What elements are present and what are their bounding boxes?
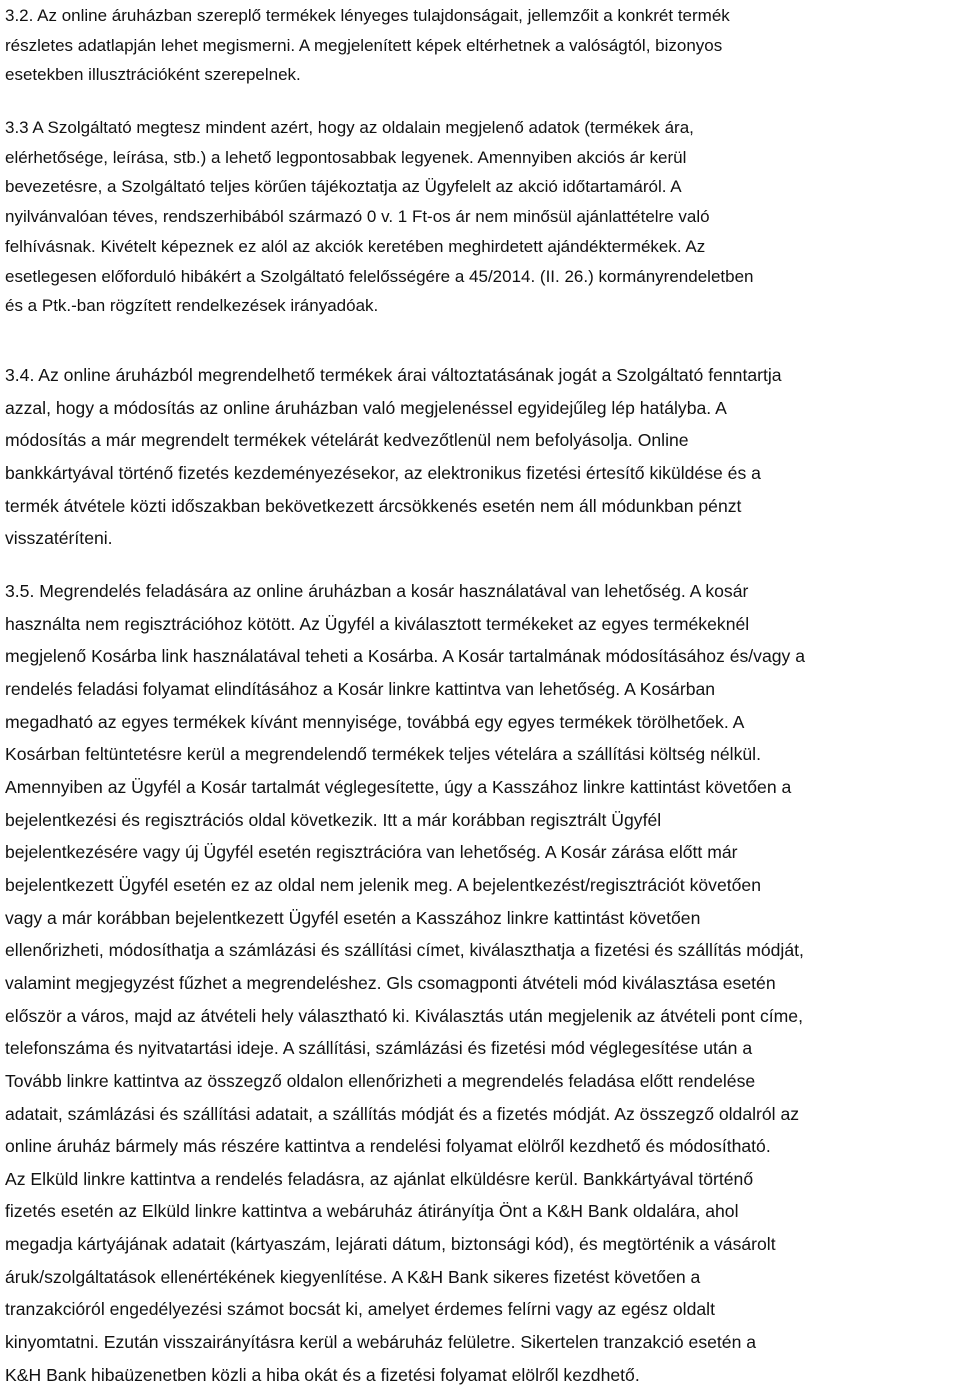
text-line: bejelentkezésére vagy új Ügyfél esetén regisztrációra van lehetőség. A Kosár zárása előtt már: [5, 842, 738, 863]
text-line: Tovább linkre kattintva az összegző oldalon ellenőrizheti a megrendelés feladása előtt rendelése: [5, 1070, 756, 1091]
text-line: vagy a már korábban bejelentkezett Ügyfél esetén a Kasszához linkre kattintást követően: [5, 907, 701, 928]
text-line: termék átvétele közti időszakban bekövetkezett árcsökkenés esetén nem áll módunkban pénzt: [5, 495, 742, 516]
text-line: nyilvánvalóan téves, rendszerhibából származó 0 v. 1 Ft-os ár nem minősül ajánlattételre való: [5, 207, 710, 227]
text-line: fizetés esetén az Elküld linkre kattintva a webáruház átirányítja Önt a K&H Bank oldalára, ahol: [5, 1201, 739, 1222]
text-line: 3.5. Megrendelés feladására az online áruházban a kosár használatával van lehetőség. A kosár: [5, 581, 749, 601]
text-line: online áruház bármely más részére kattintva a rendelési folyamat elölről kezdhető és módosítható.: [5, 1136, 771, 1157]
text-line: először a város, majd az átvételi hely választható ki. Kiválasztás után megjelenik az átvételi pont címe,: [5, 1005, 803, 1026]
text-line: áruk/szolgáltatások ellenértékének kiegyenlítése. A K&H Bank sikeres fizetést követően a: [5, 1266, 701, 1287]
text-line: K&H Bank hibaüzenetben közli a hiba okát és a fizetési folyamat elölről kezdhető.: [5, 1364, 640, 1385]
text-line: 3.3 A Szolgáltató megtesz mindent azért, hogy az oldalain megjelenő adatok (termékek ára,: [5, 118, 694, 137]
text-line: telefonszáma és nyitvatartási ideje. A szállítási, számlázási és fizetési mód véglegesítése után a: [5, 1038, 753, 1059]
text-line: 3.2. Az online áruházban szereplő termékek lényeges tulajdonságait, jellemzőit a konkrét termék: [5, 6, 730, 25]
paragraph-3-5: [5, 575, 953, 1391]
text-line: 3.4. Az online áruházból megrendelhető termékek árai változtatásának jogát a Szolgáltató fenntartja: [5, 365, 782, 385]
text-line: bejelentkezett Ügyfél esetén ez az oldal nem jelenik meg. A bejelentkezést/regisztrációt követően: [5, 874, 761, 895]
text-line: tranzakcióról engedélyezési számot bocsát ki, amelyet érdemes felírni vagy az egész oldalt: [5, 1299, 715, 1320]
text-line: adatait, számlázási és szállítási adatait, a szállítás módját és a fizetés módját. Az összegző oldalról az: [5, 1103, 800, 1124]
text-line: és a Ptk.-ban rögzített rendelkezések irányadóak.: [5, 296, 379, 316]
paragraph-3-2: [5, 1, 953, 90]
text-line: megadja kártyájának adatait (kártyaszám, lejárati dátum, biztonsági kód), és megtörténik a vásárolt: [5, 1234, 776, 1255]
text-line: bejelentkezési és regisztrációs oldal következik. Itt a már korábban regisztrált Ügyfél: [5, 809, 662, 830]
text-line: részletes adatlapján lehet megismerni. A megjelenített képek eltérhetnek a valóságtól, bizonyos: [5, 35, 723, 55]
text-line: bankkártyával történő fizetés kezdeményezésekor, az elektronikus fizetési értesítő kiküldése és a: [5, 462, 761, 483]
text-line: ellenőrizheti, módosíthatja a számlázási és szállítási címet, kiválaszthatja a fizetési és szállítás módját,: [5, 940, 804, 961]
text-line: Az Elküld linkre kattintva a rendelés feladásra, az ajánlat elküldésre kerül. Bankkártyával történő: [5, 1168, 754, 1189]
text-line: valamint megjegyzést fűzhet a megrendeléshez. Gls csomagponti átvételi mód kiválasztása esetén: [5, 972, 776, 993]
text-line: használta nem regisztrációhoz kötött. Az Ügyfél a kiválasztott termékeket az egyes termékeknél: [5, 613, 750, 634]
text-line: módosítás a már megrendelt termékek vételárát kedvezőtlenül nem befolyásolja. Online: [5, 430, 689, 451]
text-line: Kosárban feltüntetésre kerül a megrendelendő termékek teljes vételára a szállítási költség nélkül.: [5, 744, 761, 765]
text-line: azzal, hogy a módosítás az online áruházban való megjelenéssel egyidejűleg lép hatályba. A: [5, 397, 727, 418]
text-line: Amennyiben az Ügyfél a Kosár tartalmát véglegesítette, úgy a Kasszához linkre kattintást követően a: [5, 776, 792, 797]
paragraph-3-4: [5, 359, 953, 555]
text-line: bevezetésre, a Szolgáltató teljes körűen tájékoztatja az Ügyfelelt az akció időtartamáról. A: [5, 177, 682, 197]
paragraph-3-3: [5, 113, 953, 321]
text-line: esetlegesen előforduló hibákért a Szolgáltató felelősségére a 45/2014. (II. 26.) kormányrendeletben: [5, 266, 754, 286]
text-line: megjelenő Kosárba link használatával teheti a Kosárba. A Kosár tartalmának módosításához és/vagy a: [5, 646, 806, 667]
text-line: megadható az egyes termékek kívánt mennyisége, továbbá egy egyes termékek törölhetőek. A: [5, 711, 745, 732]
text-line: esetekben illusztrációként szerepelnek.: [5, 65, 301, 85]
text-line: elérhetősége, leírása, stb.) a lehető legpontosabbak legyenek. Amennyiben akciós ár kerül: [5, 147, 687, 167]
text-line: rendelés feladási folyamat elindításához a Kosár linkre kattintva van lehetőség. A Kosárban: [5, 678, 716, 699]
text-line: visszatéríteni.: [5, 528, 113, 549]
text-line: kinyomtatni. Ezután visszairányításra kerül a webáruház felületre. Sikertelen tranzakció esetén a: [5, 1332, 757, 1353]
text-line: felhívásnak. Kivételt képeznek ez alól az akciók keretében meghirdetett ajándéktermékek. Az: [5, 236, 706, 256]
